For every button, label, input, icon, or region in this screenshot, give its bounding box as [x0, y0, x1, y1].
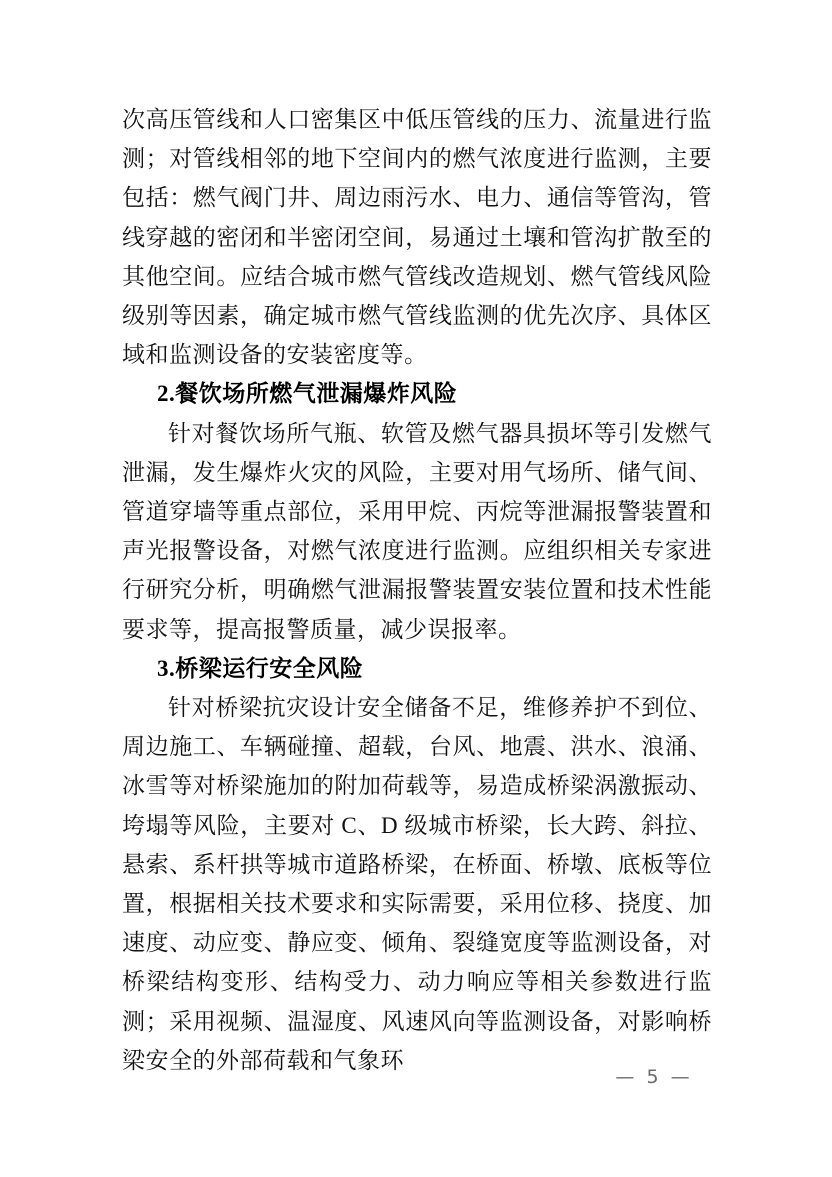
paragraph-bridge-operation-safety-risk: 针对桥梁抗灾设计安全储备不足，维修养护不到位、周边施工、车辆碰撞、超载，台风、地震、洪水、浪涌、冰雪等对桥梁施加的附加荷载等，易造成桥梁涡激振动、垮塌等风险，主要对 C、D 级城市桥梁，长大跨、斜拉、悬索、系杆拱等城市道路桥梁，在桥面、桥墩、底板等位置，根据相关技术要求和实际需要，采用位移、挠度、加速度、动应变、静应变、倾角、裂缝宽度等监测设备，对桥梁结构变形、结构受力、动力响应等相关参数进行监测；采用视频、温湿度、风速风向等监测设备，对影响桥梁安全的外部荷载和气象环	[122, 695, 712, 1073]
paragraph-gas-pipeline-monitoring: 次高压管线和人口密集区中低压管线的压力、流量进行监测；对管线相邻的地下空间内的燃气浓度进行监测，主要包括：燃气阀门井、周边雨污水、电力、通信等管沟，管线穿越的密闭和半密闭空间，易通过土壤和管沟扩散至的其他空间。应结合城市燃气管线改造规划、燃气管线风险级别等因素，确定城市燃气管线监测的优先次序、具体区域和监测设备的安装密度等。	[122, 107, 712, 368]
page-number: — 5 —	[615, 1066, 693, 1088]
section-heading-restaurant-gas-leak-risk: 2.餐饮场所燃气泄漏爆炸风险	[157, 381, 458, 407]
paragraph-restaurant-gas-leak-risk: 针对餐饮场所气瓶、软管及燃气器具损坏等引发燃气泄漏，发生爆炸火灾的风险，主要对用气场所、储气间、管道穿墙等重点部位，采用甲烷、丙烷等泄漏报警装置和声光报警设备，对燃气浓度进行监测。应组织相关专家进行研究分析，明确燃气泄漏报警装置安装位置和技术性能要求等，提高报警质量，减少误报率。	[122, 420, 712, 642]
document-body	[122, 100, 712, 1080]
section-heading-bridge-operation-safety-risk: 3.桥梁运行安全风险	[157, 655, 364, 681]
